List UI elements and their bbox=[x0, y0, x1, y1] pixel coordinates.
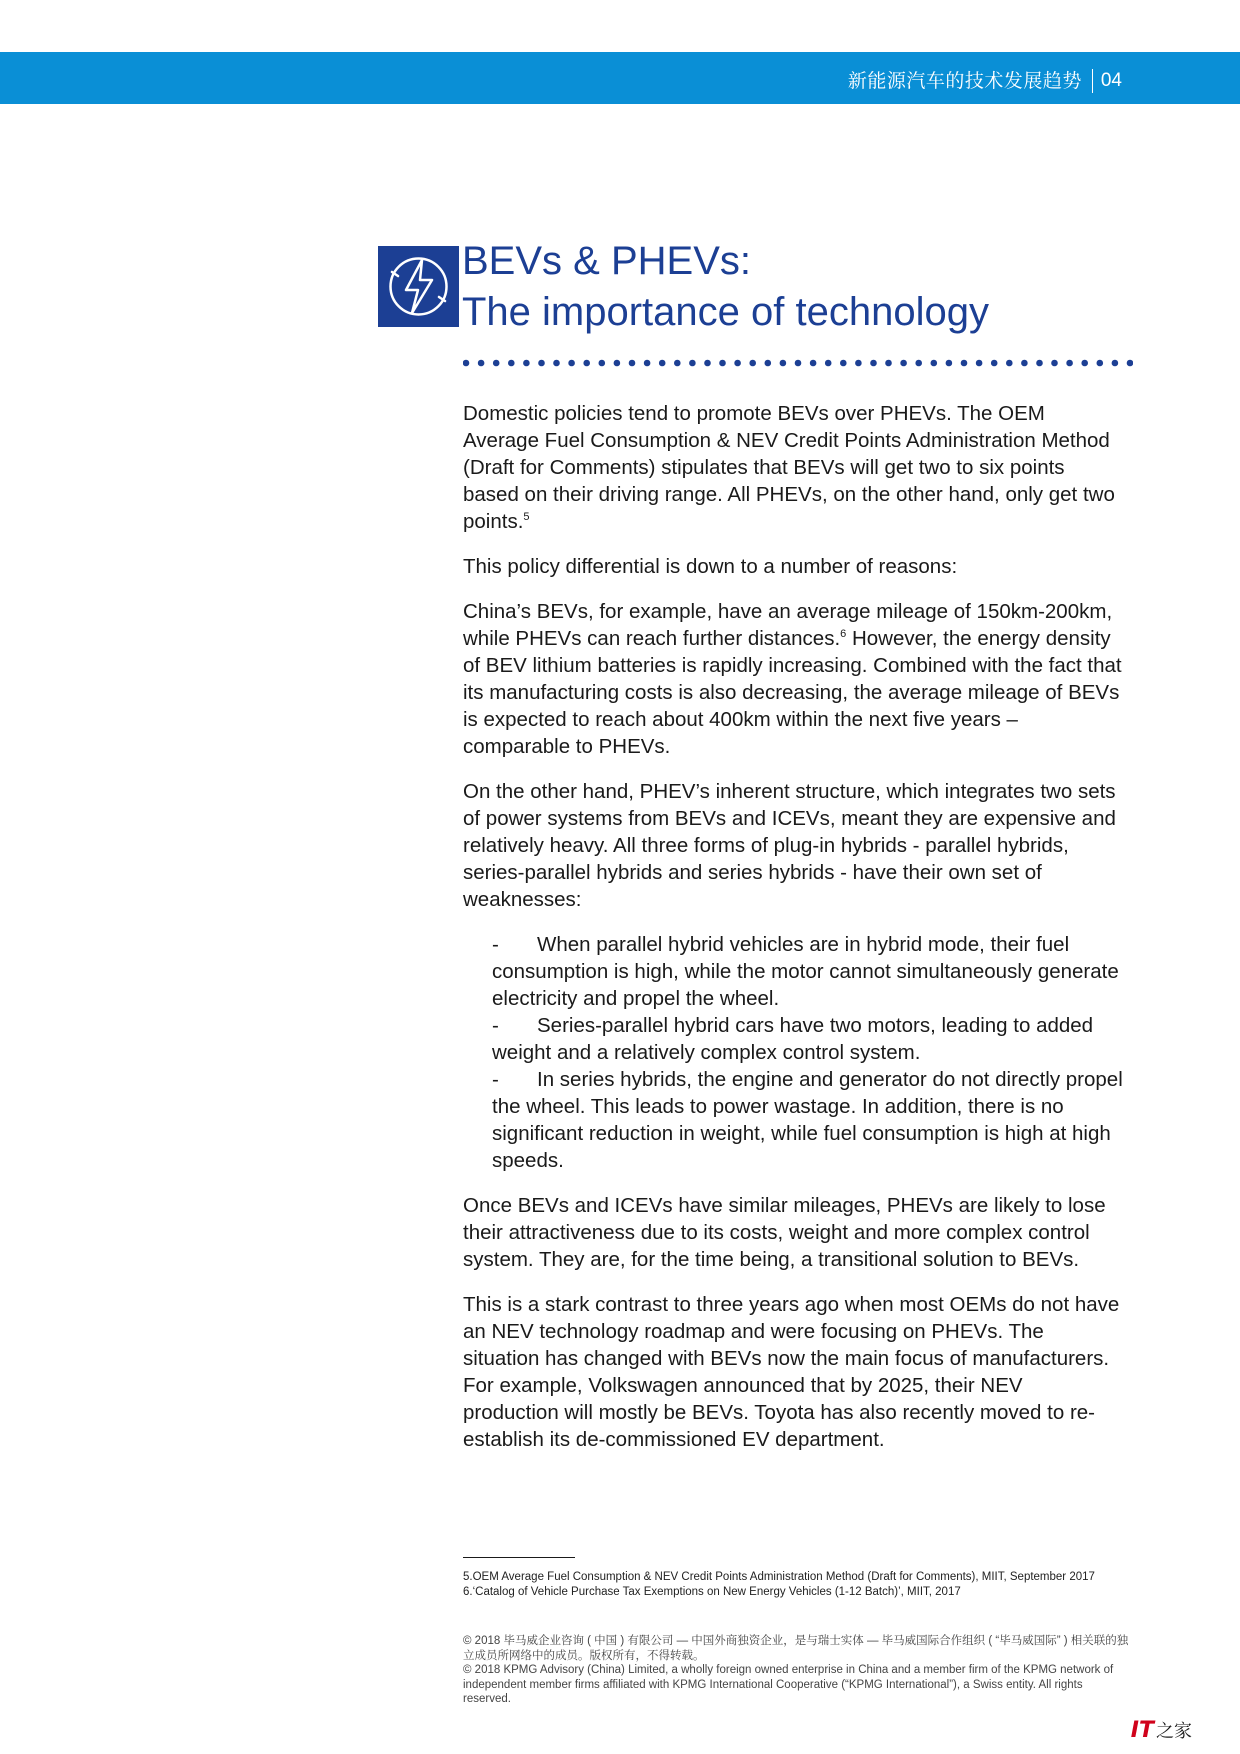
divider-dot bbox=[659, 360, 666, 367]
divider-dot bbox=[961, 360, 968, 367]
watermark-logo: IT bbox=[1130, 1717, 1154, 1743]
paragraph: Once BEVs and ICEVs have similar mileages, PHEVs are likely to lose their attractiveness due to its costs, weight and more complex control system. They are, for the time being, a transitional solution to BEVs. bbox=[463, 1194, 1106, 1271]
watermark bbox=[1131, 1717, 1192, 1743]
divider-dot bbox=[719, 360, 726, 367]
footnotes bbox=[463, 1570, 1123, 1599]
divider-dot bbox=[568, 360, 575, 367]
paragraph: This is a stark contrast to three years ago when most OEMs do not have an NEV technology roadmap and were focusing on PHEVs. The situation has changed with BEVs now the main focus of manufacturers. For example, Volkswagen announced that by 2025, their NEV production will mostly be BEVs. Toyota has also recently moved to re-establish its de-commissioned EV department. bbox=[463, 1293, 1120, 1451]
paragraph: Domestic policies tend to promote BEVs over PHEVs. The OEM Average Fuel Consumption & NEV Credit Points Administration Method (Draft for Comments) stipulates that BEVs will get two to six points based on their driving range. All PHEVs, on the other hand, only get two points.$^5$ bbox=[463, 402, 1115, 533]
page-number: 04 bbox=[1092, 69, 1122, 93]
divider-dot bbox=[976, 360, 983, 367]
divider-dot bbox=[946, 360, 953, 367]
divider-dot bbox=[689, 360, 696, 367]
footnote: 5.OEM Average Fuel Consumption & NEV Credit Points Administration Method (Draft for Comments), MIIT, September 2017 bbox=[463, 1571, 1095, 1583]
divider-dot bbox=[508, 360, 515, 367]
divider-dot bbox=[553, 360, 560, 367]
footnote-ref: 6 bbox=[840, 628, 847, 641]
divider-dot bbox=[629, 360, 636, 367]
divider-dot bbox=[915, 360, 922, 367]
divider-dot bbox=[538, 360, 545, 367]
divider-dot bbox=[795, 360, 802, 367]
divider-dot bbox=[734, 360, 741, 367]
footnote-ref: 5 bbox=[523, 511, 530, 524]
divider-dot bbox=[780, 360, 787, 367]
divider-dot bbox=[825, 360, 832, 367]
watermark-text: 之家 bbox=[1156, 1721, 1192, 1742]
title-line-1: BEVs & PHEVs: bbox=[462, 239, 751, 283]
divider-dot bbox=[644, 360, 651, 367]
copyright bbox=[463, 1634, 1133, 1707]
section-title bbox=[462, 236, 989, 338]
copyright-cn: © 2018 毕马威企业咨询 ( 中国 ) 有限公司 — 中国外商独资企业，是与瑞士实体 — 毕马威国际合作组织 ( “毕马威国际” ) 相关联的独立成员所网络中的成员。版权所有，不得转载。 bbox=[463, 1635, 1129, 1662]
divider-dot bbox=[599, 360, 606, 367]
dotted-divider bbox=[463, 357, 1133, 369]
divider-dot bbox=[614, 360, 621, 367]
divider-dot bbox=[493, 360, 500, 367]
divider-dot bbox=[900, 360, 907, 367]
paragraph: This policy differential is down to a number of reasons: bbox=[463, 555, 958, 578]
divider-dot bbox=[855, 360, 862, 367]
body-text bbox=[463, 400, 1123, 1471]
divider-dot bbox=[1127, 360, 1133, 367]
divider-dot bbox=[523, 360, 530, 367]
divider-dot bbox=[704, 360, 711, 367]
divider-dot bbox=[463, 360, 469, 367]
divider-dot bbox=[810, 360, 817, 367]
bullet-list bbox=[492, 931, 1123, 1174]
divider-dot bbox=[840, 360, 847, 367]
paragraph: On the other hand, PHEV’s inherent structure, which integrates two sets of power systems from BEVs and ICEVs, meant they are expensive and relatively heavy. All three forms of plug-in hybrids - parallel hybrids, series-parallel hybrids and series hybrids - have their own set of weaknesses: bbox=[463, 780, 1116, 911]
header-title: 新能源汽车的技术发展趋势 bbox=[847, 70, 1082, 92]
divider-dot bbox=[870, 360, 877, 367]
divider-dot bbox=[674, 360, 681, 367]
list-item: - Series-parallel hybrid cars have two motors, leading to added weight and a relatively complex control system. bbox=[492, 1014, 1094, 1064]
divider-dot bbox=[1036, 360, 1043, 367]
footnote: 6.‘Catalog of Vehicle Purchase Tax Exemptions on New Energy Vehicles (1-12 Batch)’, MIIT, 2017 bbox=[463, 1585, 961, 1598]
paragraph: China’s BEVs, for example, have an average mileage of 150km-200km, while PHEVs can reach further distances.$^6$ However, the energy density of BEV lithium batteries is rapidly increasing. Combined with the fact that its manufacturing costs is also decreasing, the average mileage of BEVs is expected to reach about 400km within the next five years – comparable to PHEVs. bbox=[463, 600, 1122, 758]
header-group bbox=[848, 66, 1122, 93]
divider-dot bbox=[931, 360, 938, 367]
divider-dot bbox=[478, 360, 485, 367]
divider-dot bbox=[1066, 360, 1073, 367]
copyright-en: © 2018 KPMG Advisory (China) Limited, a wholly foreign owned enterprise in China and a member firm of the KPMG network of independent member firms affiliated with KPMG International Cooperative (“KPMG International”), a Swiss entity. All rights reserved. bbox=[463, 1664, 1114, 1705]
footnote-rule bbox=[463, 1557, 575, 1558]
divider-dot bbox=[1097, 360, 1104, 367]
divider-dot bbox=[1112, 360, 1119, 367]
divider-dot bbox=[765, 360, 772, 367]
header-bar bbox=[0, 52, 1240, 104]
divider-dot bbox=[885, 360, 892, 367]
divider-dot bbox=[1051, 360, 1058, 367]
divider-dot bbox=[1081, 360, 1088, 367]
divider-dot bbox=[583, 360, 590, 367]
divider-dot bbox=[749, 360, 756, 367]
list-item: - When parallel hybrid vehicles are in hybrid mode, their fuel consumption is high, while the motor cannot simultaneously generate electricity and propel the wheel. bbox=[492, 933, 1119, 1010]
divider-dot bbox=[991, 360, 998, 367]
list-item: - In series hybrids, the engine and generator do not directly propel the wheel. This leads to power wastage. In addition, there is no significant reduction in weight, while fuel consumption is high at high speeds. bbox=[492, 1068, 1123, 1172]
title-line-2: The importance of technology bbox=[462, 290, 989, 334]
lightning-bolt-icon bbox=[378, 246, 459, 327]
divider-dot bbox=[1006, 360, 1013, 367]
divider-dot bbox=[1021, 360, 1028, 367]
